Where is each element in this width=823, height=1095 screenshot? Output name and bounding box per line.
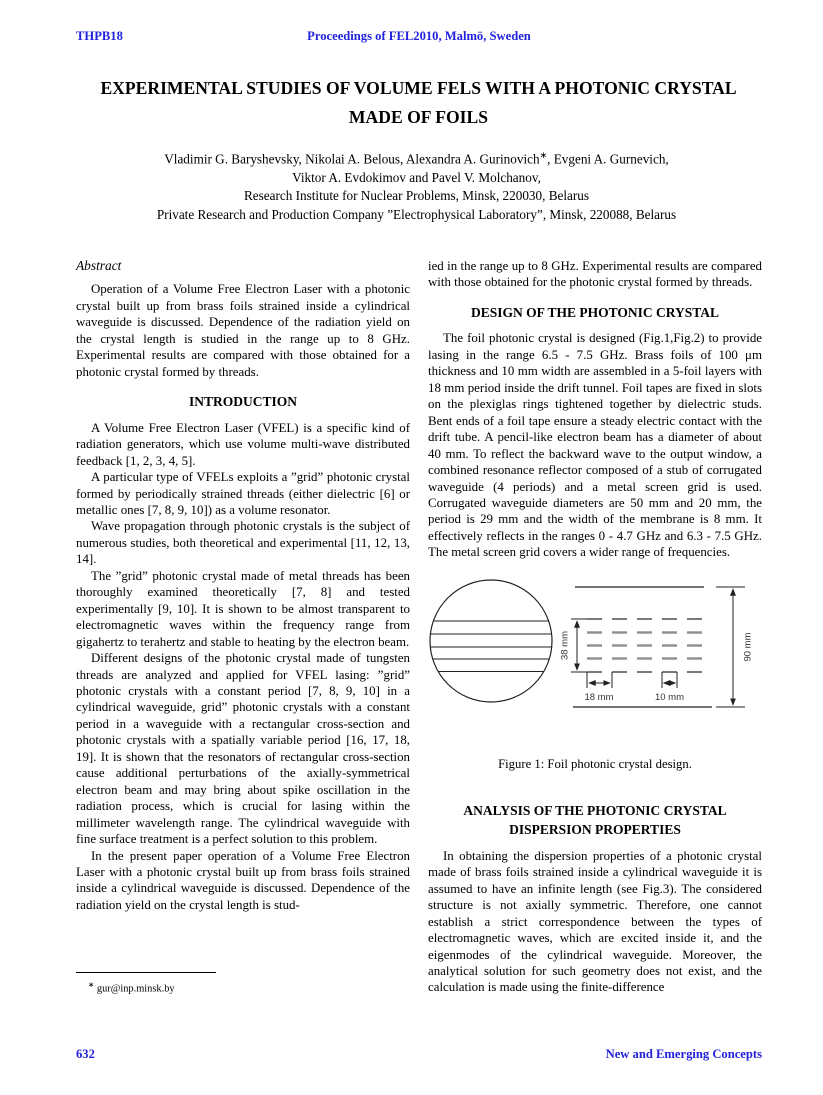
dimension-label-38mm: 38 mm	[559, 630, 571, 660]
introduction-paragraph: A particular type of VFELs exploits a ”grid” photonic crystal formed by periodically strained threads (either dielectric [6] or metallic ones [7, 8, 9, 10]) as a volume resonator.	[76, 470, 410, 517]
analysis-heading: ANALYSIS OF THE PHOTONIC CRYSTAL DISPERSION PROPERTIES	[463, 802, 727, 838]
body-columns	[76, 258, 762, 1014]
crystal-side-view	[573, 587, 745, 707]
dimension-label-10mm: 10 mm	[654, 691, 685, 703]
page-number: 632	[76, 1047, 95, 1061]
paper-title: EXPERIMENTAL STUDIES OF VOLUME FELS WITH A PHOTONIC CRYSTAL MADE OF FOILS	[100, 78, 737, 128]
paper-code: THPB18	[76, 29, 123, 43]
author-block	[40, 149, 793, 224]
introduction-heading: INTRODUCTION	[188, 394, 297, 410]
proceedings-title: Proceedings of FEL2010, Malmö, Sweden	[307, 29, 531, 43]
continuation-paragraph: ied in the range up to 8 GHz. Experimental results are compared with those obtained for the photonic crystal formed by threads.	[428, 259, 762, 290]
dimension-label-90mm: 90 mm	[742, 632, 754, 662]
crystal-cross-section	[428, 580, 554, 702]
dimension-18mm	[584, 672, 613, 703]
abstract-paragraph: Operation of a Volume Free Electron Laser with a photonic crystal built up from brass foils strained inside a cylindrical waveguide is discussed. Dependence of the radiation yield on the crystal length is studied in the range up to 8 GHz. Experimental results are compared with those obtained for a photonic crystal formed by threads.	[76, 282, 410, 379]
dimension-90mm	[733, 589, 754, 705]
affiliation-line-1: Research Institute for Nuclear Problems, Minsk, 220030, Belarus	[244, 188, 589, 204]
footnote-email: ∗ gur@inp.minsk.by	[88, 980, 175, 995]
footnote	[76, 972, 216, 998]
right-column	[428, 258, 762, 1014]
affiliation-line-2: Private Research and Production Company ”Electrophysical Laboratory”, Minsk, 220088, Belarus	[156, 206, 677, 222]
dimension-38mm	[560, 619, 587, 672]
figure-1-caption: Figure 1: Foil photonic crystal design.	[498, 757, 692, 772]
figure-1	[428, 571, 762, 773]
dimension-label-18mm: 18 mm	[584, 691, 614, 703]
introduction-paragraph: Different designs of the photonic crystal made of tungsten threads are analyzed and applied for VFEL lasing: ”grid” photonic crystals with a constant period [7, 8, 9, 10] in a cylindrical waveguide, grid” photonic crystals with a constant period in a waveguide with a rectangular cross-section and photonic crystals with a spatially variable period [16, 17, 18, 19]. It is shown that the resonators of rectangular cross-section cause additional perturbations of the axially-symmetrical electron beam and may bring about spike oscillation in the radiation process, which is crucial for lasing within the millimeter wavelength range. The cylindrical waveguide with fine surface treatment is a perfect solution to this problem.	[76, 651, 410, 847]
footnote-rule	[76, 972, 216, 973]
author-line-2: Viktor A. Evdokimov and Pavel V. Molchanov,	[292, 169, 541, 185]
design-paragraph: The foil photonic crystal is designed (Fig.1,Fig.2) to provide lasing in the range 6.5 - 7.5 GHz. Brass foils of 100 μm thickness and 10 mm width are assembled in a 5-foil layers with 18 mm period inside the drift tunnel. Foil tapes are fixed in slots on the plexiglas rings tightened together by dielectric studs. Bent ends of a foil tape ensure a steady electric contact with the drift tube. A pencil-like electron beam has a diameter of about 40 mm. To reflect the backward wave to the output window, a combined resonance reflector composed of a stub of corrugated waveguide (4 periods) and a metal screen grid is used. Corrugated waveguide diameters are 50 mm and 20 mm, the period is 29 mm and the width of the membrane is 8 mm. It effectively reflects in the ranges 0 - 4.7 GHz and 6.3 - 7.5 GHz. The metal screen grid covers a wider range of frequencies.	[428, 331, 762, 560]
page-footer	[76, 1047, 762, 1062]
footnote-marker: ∗	[539, 150, 548, 160]
classification-label: New and Emerging Concepts	[605, 1047, 762, 1061]
author-line-1: Vladimir G. Baryshevsky, Nikolai A. Belous, Alexandra A. Gurinovich∗, Evgeni A. Gurnevich,	[164, 150, 669, 167]
abstract-heading: Abstract	[76, 258, 122, 273]
design-heading: DESIGN OF THE PHOTONIC CRYSTAL	[470, 304, 720, 320]
left-column	[76, 258, 410, 1014]
dimension-10mm	[655, 672, 684, 703]
introduction-paragraph: Wave propagation through photonic crystals is the subject of numerous studies, both theoretical and experimental [11, 12, 13, 14].	[76, 519, 410, 567]
page-header	[76, 29, 762, 45]
foil-crystal-diagram	[428, 571, 762, 739]
introduction-paragraph: In the present paper operation of a Volume Free Electron Laser with a photonic crystal built up from brass foils strained inside a cylindrical waveguide is discussed. Dependence of the radiation yield on the crystal length is stud-	[76, 848, 410, 912]
introduction-paragraph: The ”grid” photonic crystal made of metal threads has been thoroughly examined theoretically [7, 8] and tested experimentally [9, 10]. It is shown to be almost transparent to electromagnetic waves within the frequency range from gigahertz to terahertz and stable to heating by the electron beam.	[76, 568, 410, 649]
introduction-paragraph: A Volume Free Electron Laser (VFEL) is a specific kind of radiation generators, which use volume multi-wave distributed feedback [1, 2, 3, 4, 5].	[76, 420, 410, 468]
analysis-paragraph: In obtaining the dispersion properties of a photonic crystal made of brass foils strained inside a cylindrical waveguide it is assumed to have an infinite length (see Fig.3). The considered structure is not axially symmetric. Therefore, one cannot establish a strict correspondence between the types of electromagnetic waves, which are excited inside it, and the eigenmodes of the cylindrical waveguide. Moreover, the analytical solution for such geometry does not exist, and the calculation is made using the finite-difference	[428, 848, 762, 995]
